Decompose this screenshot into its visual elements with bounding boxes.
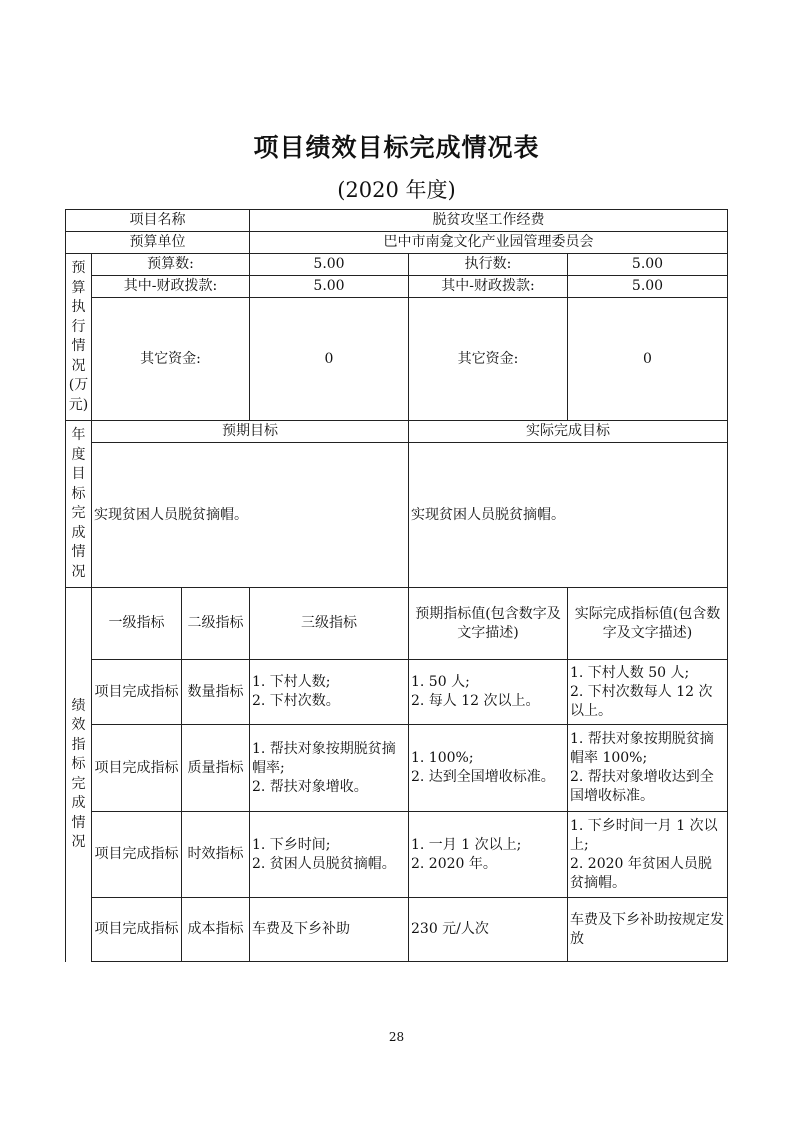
project-name-value: 脱贫攻坚工作经费 — [250, 210, 728, 232]
header-level2: 二级指标 — [182, 588, 250, 660]
indicator-actual: 车费及下乡补助按规定发放 — [568, 898, 728, 962]
table-row — [66, 298, 728, 421]
indicator-actual: 1. 下村人数 50 人; 2. 下村次数每人 12 次以上。 — [568, 660, 728, 725]
indicator-expected: 1. 50 人; 2. 每人 12 次以上。 — [409, 660, 568, 725]
table-row — [66, 443, 728, 588]
actual-goal-header: 实际完成目标 — [409, 421, 728, 443]
indicator-level3: 1. 帮扶对象按期脱贫摘帽率; 2. 帮扶对象增收。 — [250, 725, 409, 812]
table-row — [66, 812, 728, 898]
other-label-left: 其它资金: — [92, 298, 250, 421]
project-name-label: 项目名称 — [66, 210, 250, 232]
other-value-left: 0 — [250, 298, 409, 421]
page-title: 项目绩效目标完成情况表 — [253, 133, 540, 162]
table-row — [66, 660, 728, 725]
budget-amount-value: 5.00 — [250, 254, 409, 276]
budget-unit-label: 预算单位 — [66, 232, 250, 254]
indicator-level3: 1. 下乡时间; 2. 贫困人员脱贫摘帽。 — [250, 812, 409, 898]
table-row — [66, 210, 728, 232]
perf-section-label: 绩 效 指 标 完 成 情 况 — [66, 588, 92, 962]
indicator-level2: 数量指标 — [182, 660, 250, 725]
table-row — [66, 254, 728, 276]
indicator-level3: 1. 下村人数; 2. 下村次数。 — [250, 660, 409, 725]
indicator-level1: 项目完成指标 — [92, 660, 182, 725]
expected-goal-header: 预期目标 — [92, 421, 409, 443]
indicator-level3: 车费及下乡补助 — [250, 898, 409, 962]
table-row — [66, 725, 728, 812]
page-number: 28 — [388, 1030, 405, 1044]
budget-amount-label: 预算数: — [92, 254, 250, 276]
indicator-level2: 成本指标 — [182, 898, 250, 962]
indicator-actual: 1. 下乡时间一月 1 次以上; 2. 2020 年贫困人员脱贫摘帽。 — [568, 812, 728, 898]
indicator-expected: 230 元/人次 — [409, 898, 568, 962]
header-level3: 三级指标 — [250, 588, 409, 660]
table-row — [66, 421, 728, 443]
table-row — [66, 276, 728, 298]
indicator-level1: 项目完成指标 — [92, 898, 182, 962]
indicator-level2: 质量指标 — [182, 725, 250, 812]
other-label-right: 其它资金: — [409, 298, 568, 421]
header-level1: 一级指标 — [92, 588, 182, 660]
indicator-level1: 项目完成指标 — [92, 812, 182, 898]
header-expected: 预期指标值(包含数字及文字描述) — [409, 588, 568, 660]
other-value-right: 0 — [568, 298, 728, 421]
executed-amount-value: 5.00 — [568, 254, 728, 276]
fiscal-value-right: 5.00 — [568, 276, 728, 298]
indicator-level2: 时效指标 — [182, 812, 250, 898]
indicator-expected: 1. 100%; 2. 达到全国增收标准。 — [409, 725, 568, 812]
table-row — [66, 588, 728, 660]
annual-section-label: 年 度 目 标 完 成 情 况 — [66, 421, 92, 588]
fiscal-label-right: 其中-财政拨款: — [409, 276, 568, 298]
performance-table — [65, 209, 728, 962]
page-subtitle: (2020 年度) — [337, 178, 456, 202]
fiscal-label-left: 其中-财政拨款: — [92, 276, 250, 298]
table-row — [66, 232, 728, 254]
fiscal-value-left: 5.00 — [250, 276, 409, 298]
table-row — [66, 898, 728, 962]
indicator-expected: 1. 一月 1 次以上; 2. 2020 年。 — [409, 812, 568, 898]
budget-section-label: 预 算 执 行 情 况 (万 元) — [66, 254, 92, 421]
actual-goal-text: 实现贫困人员脱贫摘帽。 — [409, 443, 728, 588]
budget-unit-value: 巴中市南龛文化产业园管理委员会 — [250, 232, 728, 254]
header-actual: 实际完成指标值(包含数字及文字描述) — [568, 588, 728, 660]
expected-goal-text: 实现贫困人员脱贫摘帽。 — [92, 443, 409, 588]
executed-amount-label: 执行数: — [409, 254, 568, 276]
indicator-level1: 项目完成指标 — [92, 725, 182, 812]
indicator-actual: 1. 帮扶对象按期脱贫摘帽率 100%; 2. 帮扶对象增收达到全国增收标准。 — [568, 725, 728, 812]
